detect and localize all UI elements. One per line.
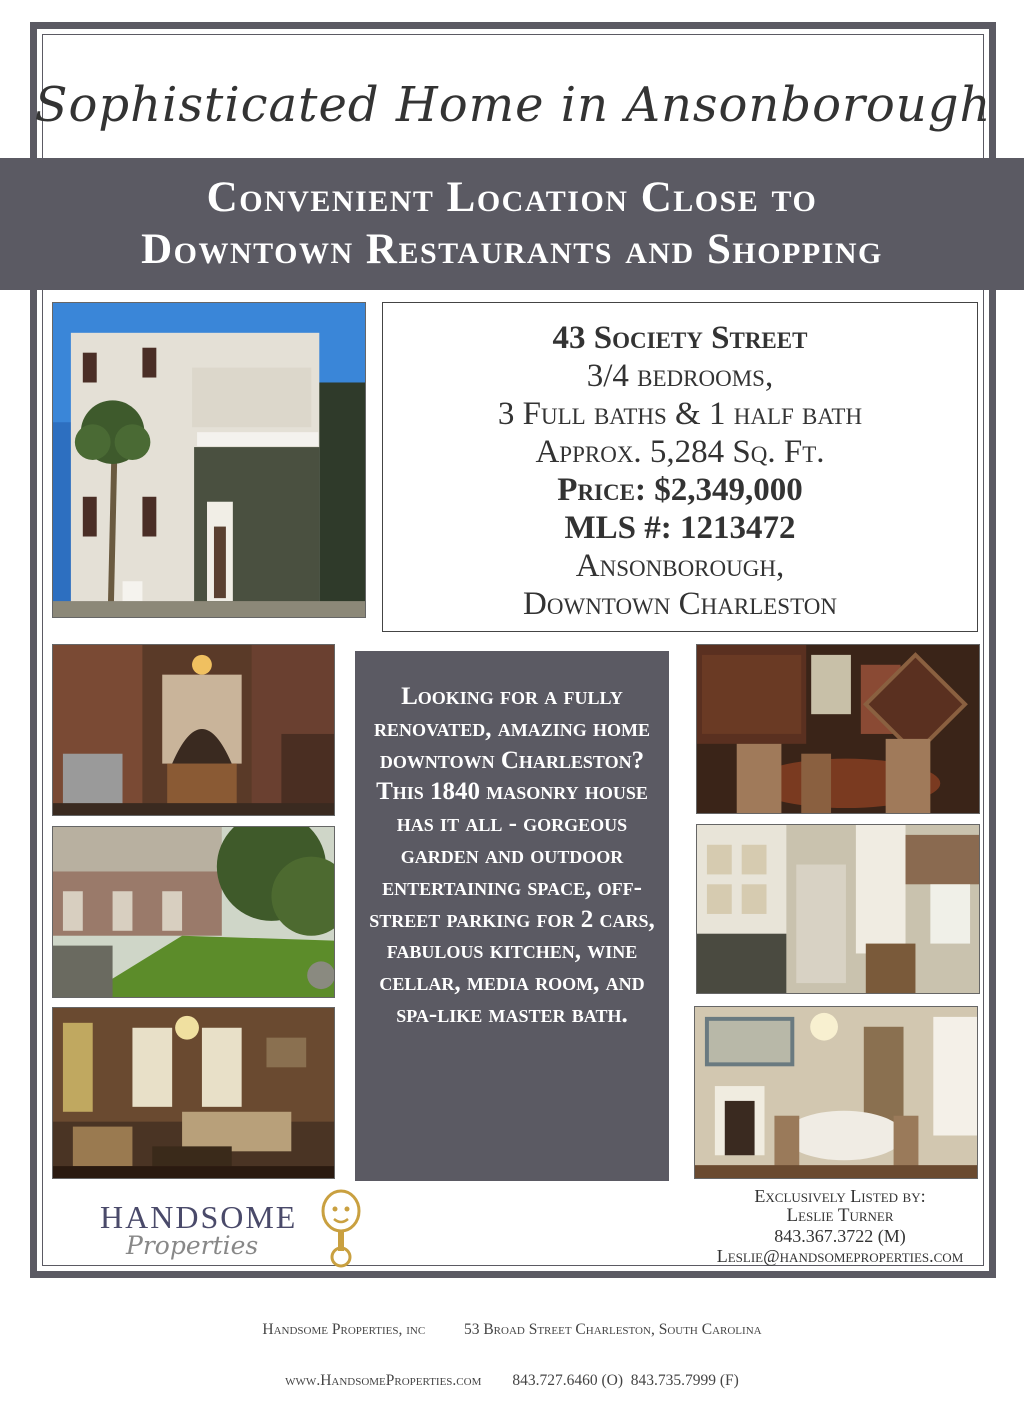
agent-email[interactable]: Leslie@handsomeproperties.com xyxy=(716,1246,964,1266)
garden-photo xyxy=(52,826,335,998)
footer-company: Handsome Properties, inc xyxy=(262,1321,426,1338)
footer-address: 53 Broad Street Charleston, South Carolina xyxy=(463,1321,762,1338)
dining-room-photo xyxy=(694,1006,978,1179)
listing-info xyxy=(690,1186,990,1266)
kitchen-photo xyxy=(52,644,335,816)
description-text: Looking for a fully renovated, amazing home downtown Charleston? This 1840 masonry house has it all - gorgeous garden and outdoor entertaining space, off-street parking for 2 cars, fabulous kitchen, wine cellar, media room, and spa-like master bath. xyxy=(369,683,655,1028)
bathroom-photo xyxy=(696,824,980,994)
property-bedrooms: 3/4 bedrooms, xyxy=(586,358,774,394)
agent-name: Leslie Turner xyxy=(786,1205,894,1226)
headline: Sophisticated Home in Ansonborough xyxy=(34,77,992,133)
banner-line-2: Downtown Restaurants and Shopping xyxy=(141,226,883,273)
wine-cellar-photo xyxy=(696,644,980,814)
footer-phones: 843.727.6460 (O) 843.735.7999 (F) xyxy=(512,1372,739,1389)
property-mls: MLS #: 1213472 xyxy=(564,510,796,546)
banner xyxy=(0,158,1024,290)
lion-crest-icon xyxy=(318,1189,364,1269)
logo-subtitle: Properties xyxy=(126,1231,259,1260)
property-area-2: Downtown Charleston xyxy=(523,586,837,622)
living-room-photo xyxy=(52,1007,335,1179)
property-area-1: Ansonborough, xyxy=(575,548,785,584)
exterior-photo xyxy=(52,302,366,618)
logo-name: HANDSOME xyxy=(100,1199,298,1235)
property-baths: 3 Full baths & 1 half bath xyxy=(497,396,863,432)
property-info-box xyxy=(382,302,978,632)
listed-by-label: Exclusively Listed by: xyxy=(754,1186,926,1206)
agent-phone: 843.367.3722 (M) xyxy=(774,1226,906,1246)
banner-line-1: Convenient Location Close to xyxy=(206,174,818,221)
handsome-properties-logo xyxy=(90,1195,390,1270)
footer xyxy=(0,1287,1024,1406)
footer-line-1 xyxy=(0,1321,1024,1338)
footer-website[interactable]: www.HandsomeProperties.com xyxy=(285,1372,482,1389)
property-address: 43 Society Street xyxy=(552,320,808,356)
property-price: Price: $2,349,000 xyxy=(557,472,803,508)
property-sqft: Approx. 5,284 Sq. Ft. xyxy=(535,434,825,470)
description-box xyxy=(355,651,669,1181)
footer-line-2 xyxy=(0,1372,1024,1389)
